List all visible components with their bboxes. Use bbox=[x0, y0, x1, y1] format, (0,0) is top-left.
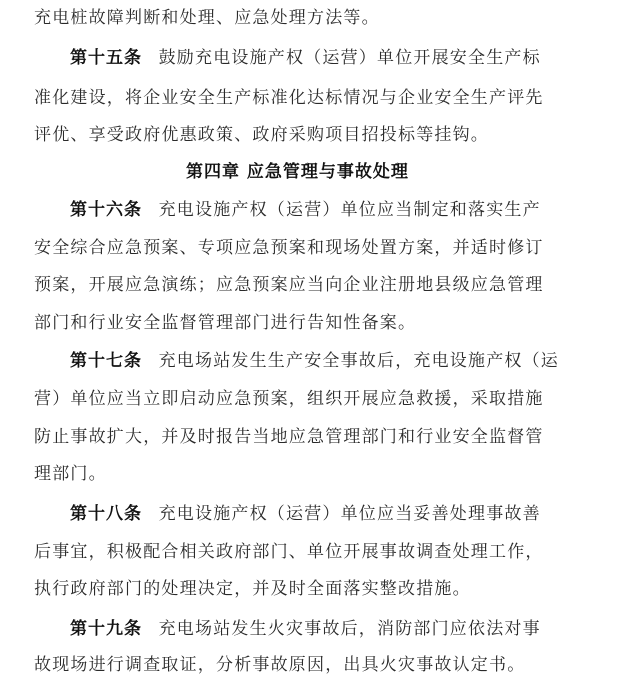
article-17-number: 第十七条 bbox=[70, 351, 142, 371]
article-15-line-1 bbox=[70, 46, 541, 70]
article-19-number: 第十九条 bbox=[70, 619, 142, 639]
article-17-line-1 bbox=[70, 349, 559, 373]
intro-line: 充电桩故障判断和处理、应急处理方法等。 bbox=[34, 8, 380, 28]
article-16-line-2: 安全综合应急预案、专项应急预案和现场处置方案，并适时修订 bbox=[34, 238, 544, 258]
article-16-line-1 bbox=[70, 198, 541, 222]
article-17-line-3: 防止事故扩大，并及时报告当地应急管理部门和行业安全监督管 bbox=[34, 427, 544, 447]
article-16-number: 第十六条 bbox=[70, 200, 142, 220]
article-18-line-3: 执行政府部门的处理决定，并及时全面落实整改措施。 bbox=[34, 579, 471, 599]
article-16-line-3: 预案，开展应急演练；应急预案应当向企业注册地县级应急管理 bbox=[34, 275, 544, 295]
article-18-line-1 bbox=[70, 502, 541, 526]
article-18-line-2: 后事宜，积极配合相关政府部门、单位开展事故调查处理工作， bbox=[34, 542, 544, 562]
article-15-text-1: 鼓励充电设施产权（运营）单位开展安全生产标 bbox=[158, 48, 541, 68]
article-19-line-1 bbox=[70, 617, 541, 641]
article-15-number: 第十五条 bbox=[70, 48, 142, 68]
article-15-line-2: 准化建设，将企业安全生产标准化达标情况与企业安全生产评先 bbox=[34, 88, 544, 108]
article-17-line-4: 理部门。 bbox=[34, 464, 107, 484]
article-15-line-3: 评优、享受政府优惠政策、政府采购项目招投标等挂钩。 bbox=[34, 125, 489, 145]
article-18-text-1: 充电设施产权（运营）单位应当妥善处理事故善 bbox=[158, 504, 541, 524]
article-16-text-1: 充电设施产权（运营）单位应当制定和落实生产 bbox=[158, 200, 541, 220]
article-17-line-2: 营）单位应当立即启动应急预案，组织开展应急救援，采取措施 bbox=[34, 389, 544, 409]
article-18-number: 第十八条 bbox=[70, 504, 142, 524]
article-19-text-1: 充电场站发生火灾事故后，消防部门应依法对事 bbox=[158, 619, 541, 639]
article-17-text-1: 充电场站发生生产安全事故后，充电设施产权（运 bbox=[158, 351, 560, 371]
article-16-line-4: 部门和行业安全监督管理部门进行告知性备案。 bbox=[34, 313, 417, 333]
article-19-line-2: 故现场进行调查取证，分析事故原因，出具火灾事故认定书。 bbox=[34, 655, 526, 675]
chapter-4-title: 第四章 应急管理与事故处理 bbox=[186, 162, 409, 182]
